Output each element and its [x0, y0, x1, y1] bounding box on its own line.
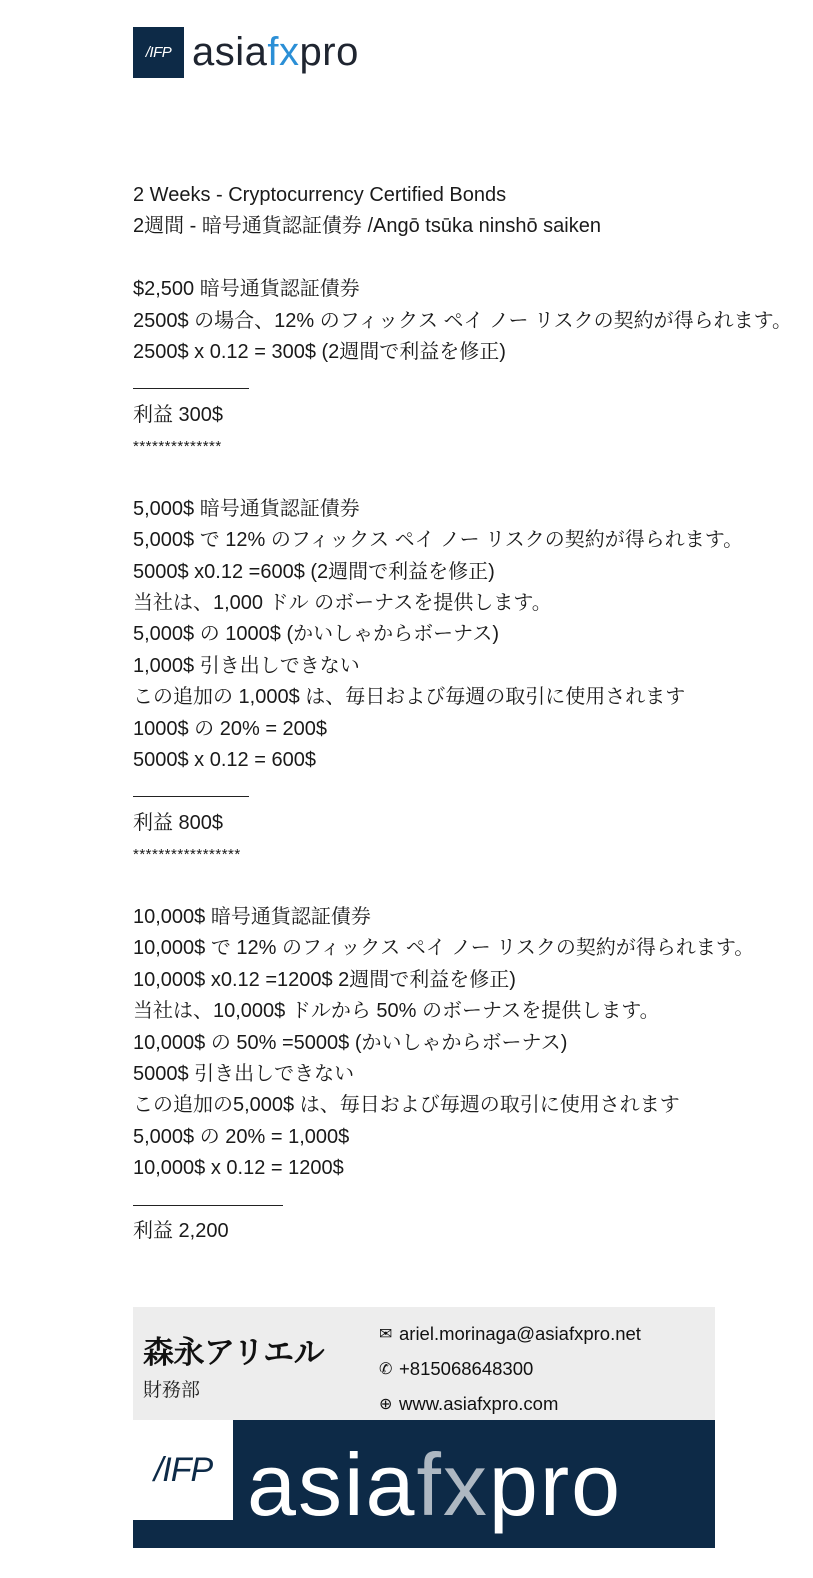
logo-badge: /IFP	[133, 27, 184, 78]
phone-link[interactable]: +815068648300	[399, 1358, 534, 1379]
body-line: この追加の5,000$ は、毎日および毎週の取引に使用されます	[133, 1094, 680, 1117]
body-line: 2 Weeks - Cryptocurrency Certified Bonds	[133, 184, 507, 206]
logo-word-part: asia	[192, 29, 268, 74]
blank-line	[133, 243, 813, 274]
stars-separator: **************	[133, 438, 222, 456]
body-line: 2週間 - 暗号通貨認証債券 /Angō tsūka ninshō saiken	[133, 215, 601, 238]
logo-wordmark	[192, 30, 359, 75]
underline-divider	[133, 1185, 813, 1216]
signature-card	[133, 1307, 715, 1420]
signature-name: 森永アリエル	[143, 1335, 325, 1370]
body-line: 5,000$ の 1000$ (かいしゃからボーナス)	[133, 623, 499, 646]
body-line: 当社は、10,000$ ドルから 50% のボーナスを提供します。	[133, 1000, 660, 1023]
body-line: 5,000$ の 20% = 1,000$	[133, 1125, 350, 1148]
banner-badge: /IFP	[133, 1420, 233, 1520]
signature-department: 財務部	[143, 1380, 201, 1401]
stars-separator: *****************	[133, 846, 241, 864]
header-logo	[133, 22, 359, 82]
body-line: $2,500 暗号通貨認証債券	[133, 278, 360, 301]
banner-wordmark	[247, 1435, 623, 1534]
body-line: 5,000$ 暗号通貨認証債券	[133, 497, 360, 520]
body-line: 5000$ 引き出しできない	[133, 1062, 355, 1085]
body-line: 利益 2,200	[133, 1219, 229, 1242]
globe-icon: ⊕	[379, 1396, 393, 1413]
body-line: 10,000$ の 50% =5000$ (かいしゃからボーナス)	[133, 1031, 568, 1054]
banner-word-part: asia	[247, 1435, 417, 1534]
body-line: 5000$ x 0.12 = 600$	[133, 749, 316, 772]
body-line: 10,000$ x0.12 =1200$ 2週間で利益を修正)	[133, 968, 516, 991]
body-line: 10,000$ x 0.12 = 1200$	[133, 1157, 344, 1180]
email-link[interactable]: ariel.morinaga@asiafxpro.net	[399, 1323, 641, 1344]
email-body	[133, 180, 813, 1247]
body-line: 2500$ の場合、12% のフィックス ペイ ノー リスクの契約が得られます。	[133, 309, 793, 332]
envelope-icon: ✉	[379, 1326, 393, 1343]
logo-word-part: fx	[267, 29, 300, 74]
banner-word-part: fx	[416, 1435, 489, 1534]
underline-divider	[133, 368, 813, 399]
body-line: 当社は、1,000 ドル のボーナスを提供します。	[133, 592, 552, 615]
divider-line	[133, 374, 249, 389]
signature-email[interactable]	[379, 1323, 641, 1345]
signature-phone[interactable]	[379, 1358, 533, 1380]
body-line: 1,000$ 引き出しできない	[133, 654, 360, 677]
body-line: 10,000$ 暗号通貨認証債券	[133, 905, 371, 928]
website-link[interactable]: www.asiafxpro.com	[399, 1393, 559, 1414]
banner-word-part: pro	[488, 1435, 623, 1534]
phone-icon: ✆	[379, 1361, 393, 1378]
body-line: 5,000$ で 12% のフィックス ペイ ノー リスクの契約が得られます。	[133, 529, 744, 552]
divider-line	[133, 782, 249, 797]
body-line: 利益 800$	[133, 811, 224, 834]
body-line: この追加の 1,000$ は、毎日および毎週の取引に使用されます	[133, 686, 686, 709]
blank-line	[133, 871, 813, 902]
body-line: 2500$ x 0.12 = 300$ (2週間で利益を修正)	[133, 340, 506, 363]
underline-divider	[133, 776, 813, 807]
footer-banner-logo	[133, 1420, 715, 1548]
divider-line	[133, 1191, 283, 1206]
body-line: 10,000$ で 12% のフィックス ペイ ノー リスクの契約が得られます。	[133, 937, 755, 960]
body-line: 5000$ x0.12 =600$ (2週間で利益を修正)	[133, 560, 495, 583]
logo-word-part: pro	[299, 29, 359, 74]
body-line: 1000$ の 20% = 200$	[133, 717, 328, 740]
body-line: 利益 300$	[133, 403, 224, 426]
blank-line	[133, 463, 813, 494]
signature-website[interactable]	[379, 1393, 558, 1415]
